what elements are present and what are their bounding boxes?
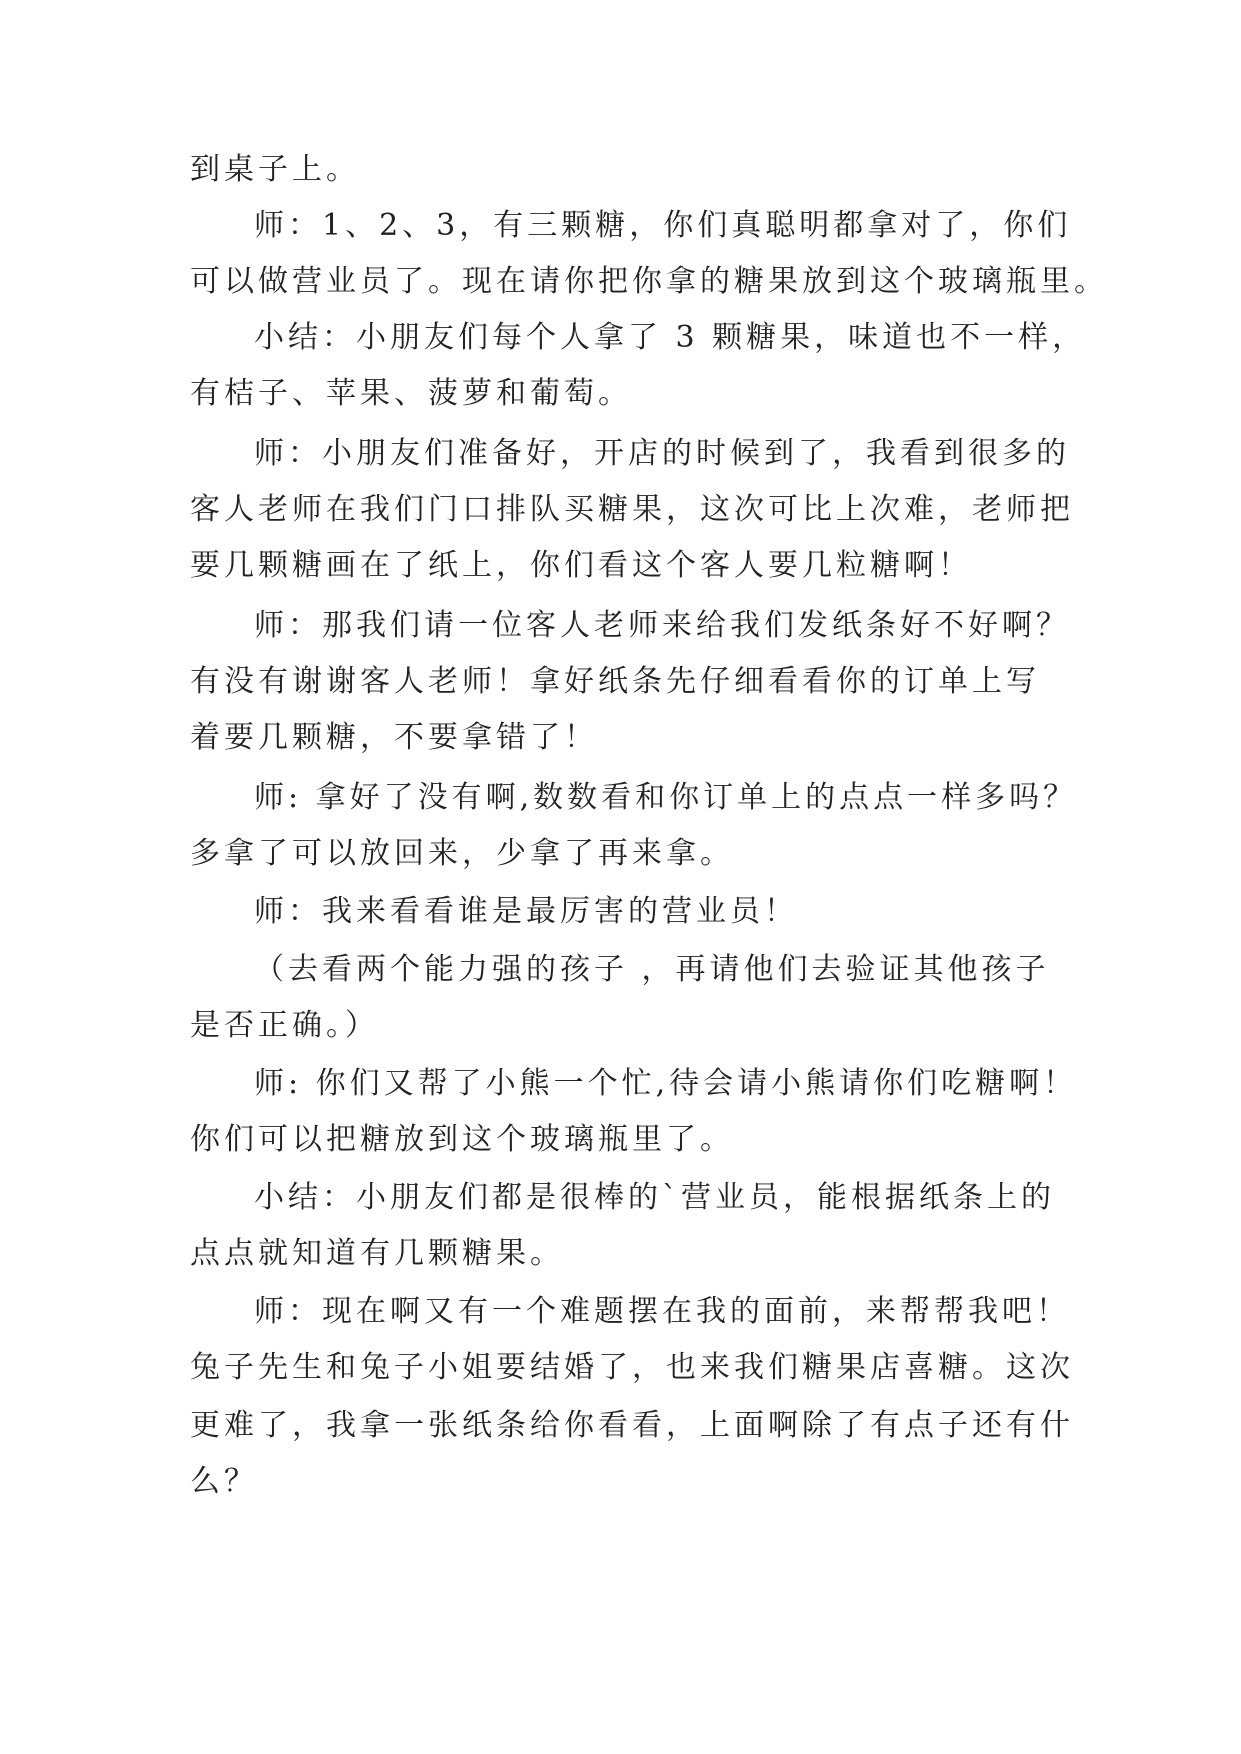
text-line: 点点就知道有几颗糖果。 xyxy=(190,1236,564,1271)
text-line: 要几颗糖画在了纸上，你们看这个客人要几粒糖啊！ xyxy=(190,548,972,583)
text-line: 更难了，我拿一张纸条给你看看，上面啊除了有点子还有什 xyxy=(190,1408,1074,1443)
text-line: 你们可以把糖放到这个玻璃瓶里了。 xyxy=(190,1122,734,1157)
text-line: 小结：小朋友们每个人拿了 3 颗糖果，味道也不一样， xyxy=(254,320,1087,355)
text-line: 师：1、2、3，有三颗糖，你们真聪明都拿对了，你们 xyxy=(254,208,1072,243)
text-line: 有桔子、苹果、菠萝和葡萄。 xyxy=(190,376,632,411)
text-line: 师：那我们请一位客人老师来给我们发纸条好不好啊？ xyxy=(254,608,1070,643)
text-line: 师：小朋友们准备好，开店的时候到了，我看到很多的 xyxy=(254,436,1070,471)
text-line: 是否正确。） xyxy=(190,1008,379,1043)
text-line: 客人老师在我们门口排队买糖果，这次可比上次难，老师把 xyxy=(190,492,1074,527)
text-line: 师：我来看看谁是最厉害的营业员！ xyxy=(254,894,798,929)
text-line: 有没有谢谢客人老师！拿好纸条先仔细看看你的订单上写 xyxy=(190,664,1040,699)
text-line: 兔子先生和兔子小姐要结婚了，也来我们糖果店喜糖。这次 xyxy=(190,1350,1074,1385)
text-line: 师: 你们又帮了小熊一个忙,待会请小熊请你们吃糖啊！ xyxy=(254,1066,1078,1101)
text-line: 多拿了可以放回来，少拿了再来拿。 xyxy=(190,836,734,871)
text-line: 么？ xyxy=(190,1464,258,1499)
text-line: 着要几颗糖，不要拿错了！ xyxy=(190,720,598,755)
text-line: （去看两个能力强的孩子 ，再请他们去验证其他孩子 xyxy=(254,952,1050,987)
text-line: 可以做营业员了。现在请你把你拿的糖果放到这个玻璃瓶里。 xyxy=(190,264,1108,299)
text-line: 到桌子上。 xyxy=(190,152,360,187)
text-line: 师: 拿好了没有啊,数数看和你订单上的点点一样多吗？ xyxy=(254,780,1078,815)
text-line: 师：现在啊又有一个难题摆在我的面前，来帮帮我吧！ xyxy=(254,1294,1070,1329)
text-line: 小结：小朋友们都是很棒的`营业员，能根据纸条上的 xyxy=(254,1180,1055,1215)
